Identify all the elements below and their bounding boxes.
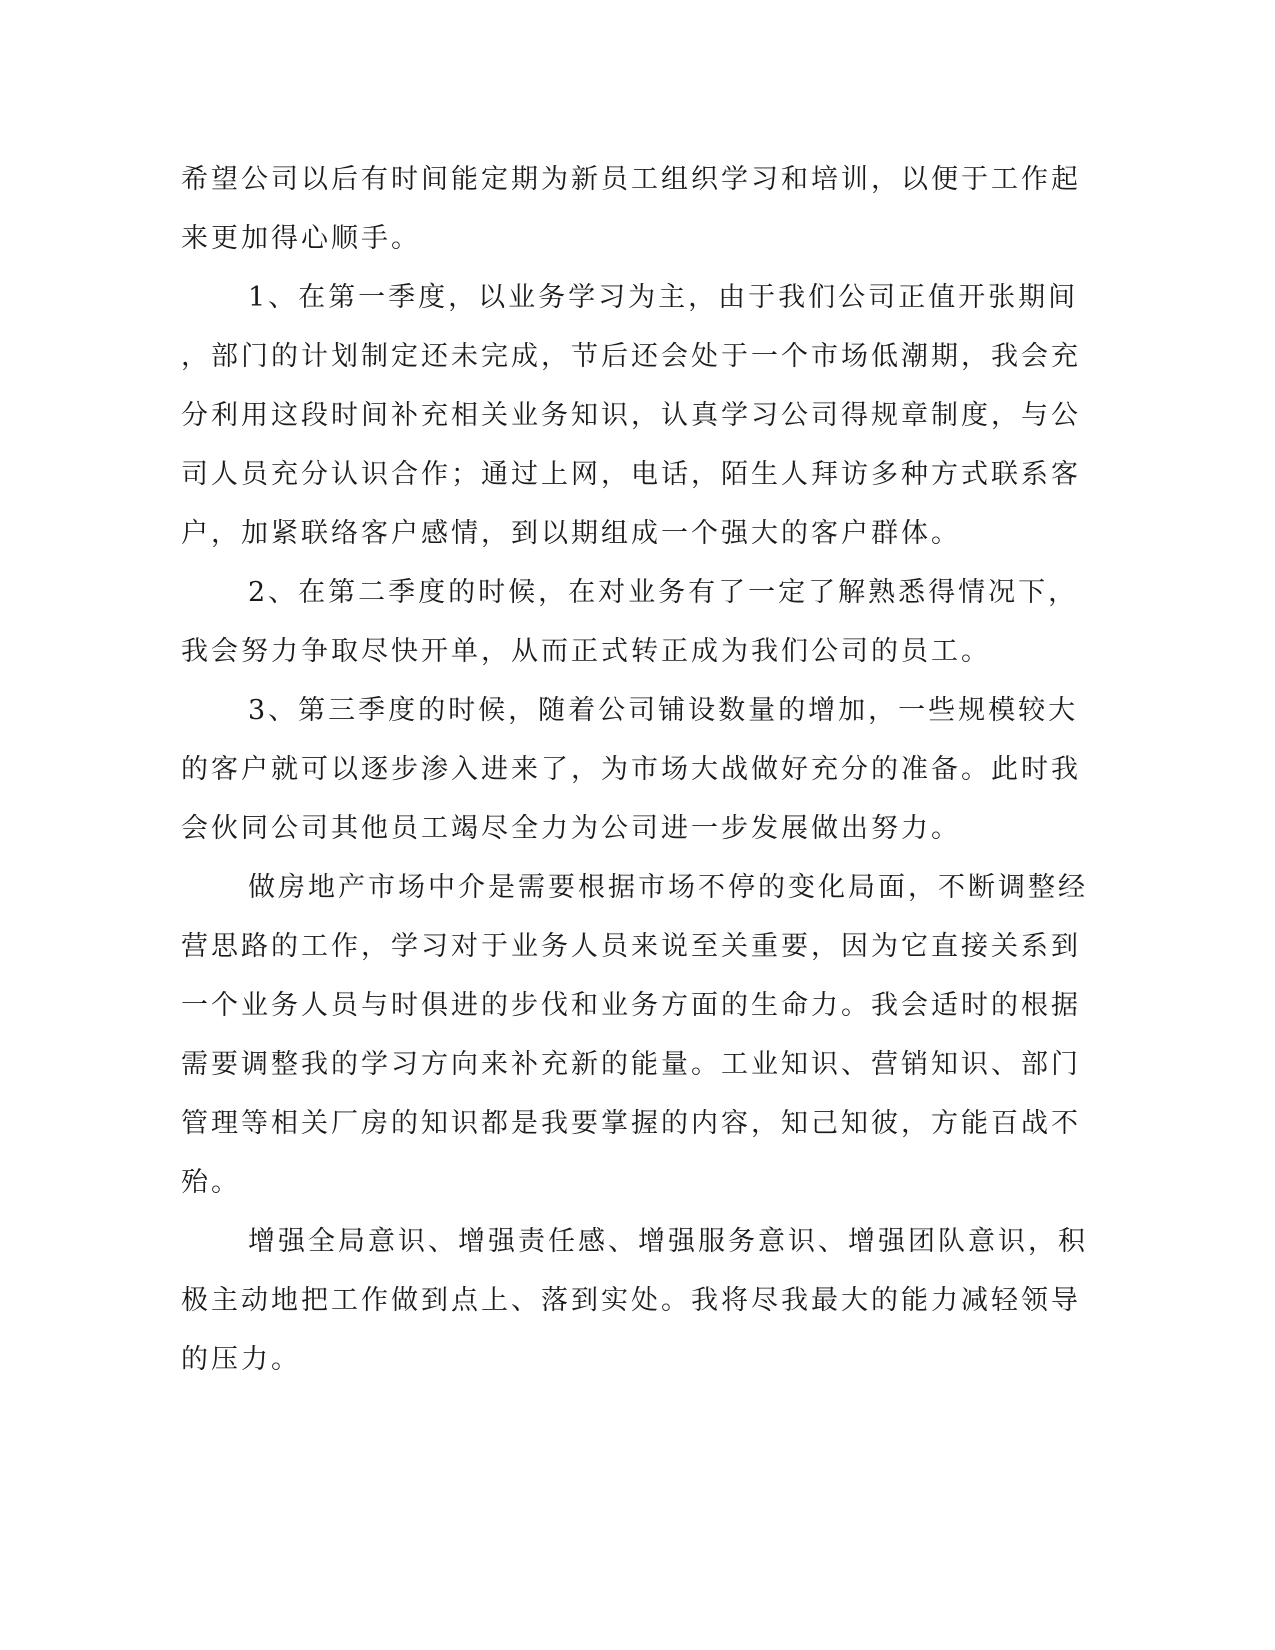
text-line: 需要调整我的学习方向来补充新的能量。工业知识、营销知识、部门: [181, 1049, 1081, 1080]
text-line: 殆。: [181, 1167, 241, 1198]
text-line: 3、第三季度的时候，随着公司铺设数量的增加，一些规模较大: [248, 695, 1079, 726]
text-line: 会伙同公司其他员工竭尽全力为公司进一步发展做出努力。: [181, 813, 961, 844]
text-line: 司人员充分认识合作；通过上网，电话，陌生人拜访多种方式联系客: [181, 459, 1081, 490]
text-line: 的客户就可以逐步渗入进来了，为市场大战做好充分的准备。此时我: [181, 754, 1081, 785]
text-line: 来更加得心顺手。: [181, 223, 421, 254]
text-line: 2、在第二季度的时候，在对业务有了一定了解熟悉得情况下，: [248, 577, 1079, 608]
text-line: 极主动地把工作做到点上、落到实处。我将尽我最大的能力减轻领导: [181, 1285, 1081, 1316]
text-line: 分利用这段时间补充相关业务知识，认真学习公司得规章制度，与公: [181, 400, 1081, 431]
text-line: 1、在第一季度，以业务学习为主，由于我们公司正值开张期间: [248, 282, 1079, 313]
text-line: 的压力。: [181, 1344, 301, 1375]
text-line: 一个业务人员与时俱进的步伐和业务方面的生命力。我会适时的根据: [181, 990, 1081, 1021]
text-line: 增强全局意识、增强责任感、增强服务意识、增强团队意识，积: [248, 1226, 1088, 1257]
text-line: 户，加紧联络客户感情，到以期组成一个强大的客户群体。: [181, 518, 961, 549]
text-line: 管理等相关厂房的知识都是我要掌握的内容，知己知彼，方能百战不: [181, 1108, 1081, 1139]
text-line: 希望公司以后有时间能定期为新员工组织学习和培训，以便于工作起: [181, 164, 1081, 195]
text-line: 我会努力争取尽快开单，从而正式转正成为我们公司的员工。: [181, 636, 991, 667]
text-line: 做房地产市场中介是需要根据市场不停的变化局面，不断调整经: [248, 872, 1088, 903]
text-line: ，部门的计划制定还未完成，节后还会处于一个市场低潮期，我会充: [181, 341, 1081, 372]
text-line: 营思路的工作，学习对于业务人员来说至关重要，因为它直接关系到: [181, 931, 1081, 962]
